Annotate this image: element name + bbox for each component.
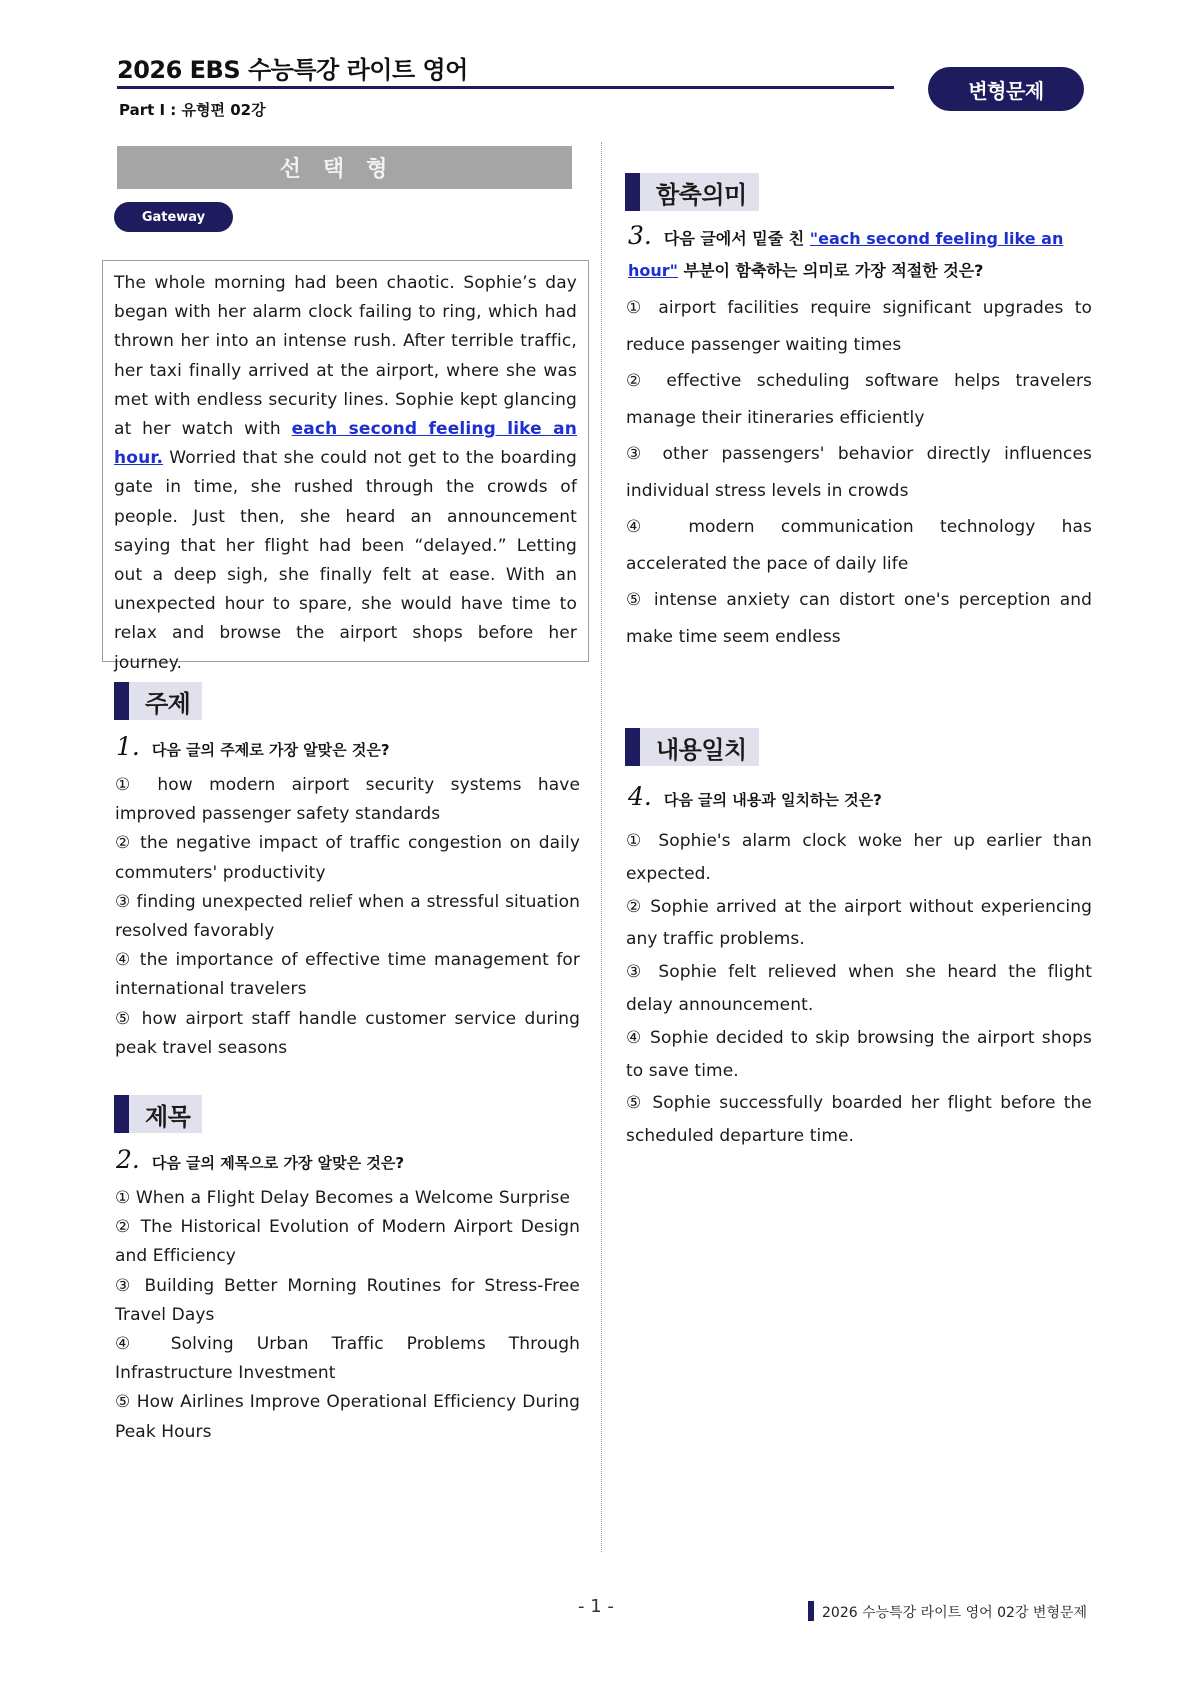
passage-box [102, 260, 589, 673]
options-list-4 [626, 825, 1092, 1153]
question-number: 4. [628, 782, 652, 811]
option-item[interactable]: ④ Sophie decided to skip browsing the airport shops to save time. [626, 1027, 1092, 1081]
selection-type-bar: 선택형 [117, 146, 572, 189]
option-item[interactable]: ⑤ how airport staff handle customer service during peak travel seasons [115, 1008, 580, 1058]
question-3 [628, 220, 1093, 287]
section-header-title [114, 1095, 202, 1133]
option-item[interactable]: ④ modern communication technology has accelerated the pace of daily life [626, 517, 1092, 574]
option-item[interactable]: ① how modern airport security systems have improved passenger safety standards [115, 775, 580, 825]
gateway-badge: Gateway [114, 202, 233, 232]
section-header-topic [114, 682, 202, 720]
question-text: 다음 글의 내용과 일치하는 것은? [663, 791, 882, 809]
question-2 [116, 1145, 404, 1174]
option-item[interactable]: ③ other passengers' behavior directly influences individual stress levels in crowds [626, 444, 1092, 501]
section-marker [625, 728, 640, 766]
section-label: 함축의미 [640, 173, 759, 211]
variant-problem-badge: 변형문제 [928, 67, 1084, 111]
passage-before: The whole morning had been chaotic. Sophie’s day began with her alarm clock failing to ring, which had thrown her into an intense rush. After terrible traffic, her taxi finally arrived at the airport, where she was met with endless security lines. Sophie kept glancing at her watch with [114, 273, 577, 440]
footer-marker [808, 1601, 814, 1621]
title-underline [117, 86, 894, 89]
question-text-before: 다음 글에서 밑줄 친 [663, 229, 810, 248]
section-header-content-match [625, 728, 759, 766]
question-text-after: 부분이 함축하는 의미로 가장 적절한 것은? [678, 261, 984, 280]
options-list-2 [115, 1184, 580, 1447]
passage-underlined-phrase: each second feeling like an hour. [114, 419, 577, 469]
section-label: 제목 [129, 1095, 202, 1133]
section-marker [114, 682, 129, 720]
question-text: 다음 글의 제목으로 가장 알맞은 것은? [151, 1154, 405, 1172]
option-item[interactable]: ⑤ How Airlines Improve Operational Efficiency During Peak Hours [115, 1392, 580, 1442]
question-number: 2. [116, 1145, 140, 1174]
section-label: 주제 [129, 682, 202, 720]
document-subtitle: Part Ⅰ : 유형편 02강 [119, 101, 266, 119]
section-marker [625, 173, 640, 211]
section-label: 내용일치 [640, 728, 759, 766]
question-1 [116, 732, 390, 761]
option-item[interactable]: ③ Building Better Morning Routines for Stress-Free Travel Days [115, 1275, 580, 1325]
document-title: 2026 EBS 수능특강 라이트 영어 [117, 56, 468, 84]
section-header-implication [625, 173, 759, 211]
section-marker [114, 1095, 129, 1133]
options-list-3 [626, 290, 1092, 655]
passage-text [114, 269, 577, 678]
question-underlined-phrase: "each second feeling like an hour" [628, 229, 1064, 280]
option-item[interactable]: ② effective scheduling software helps travelers manage their itineraries efficiently [626, 371, 1092, 428]
option-item[interactable]: ② Sophie arrived at the airport without experiencing any traffic problems. [626, 896, 1092, 950]
option-item[interactable]: ④ Solving Urban Traffic Problems Through Infrastructure Investment [115, 1334, 580, 1384]
option-item[interactable]: ② The Historical Evolution of Modern Airport Design and Efficiency [115, 1217, 580, 1267]
passage-after: Worried that she could not get to the boarding gate in time, she rushed through the crowds of people. Just then, she heard an announcement saying that her flight had been “delayed.” Letting out a deep sigh, she finally felt at ease. With an unexpected hour to spare, she would have time to relax and browse the airport shops before her journey. [114, 448, 577, 673]
option-item[interactable]: ② the negative impact of traffic congestion on daily commuters' productivity [115, 833, 580, 883]
question-4 [628, 782, 882, 811]
question-number: 3. [628, 221, 652, 250]
question-text: 다음 글의 주제로 가장 알맞은 것은? [151, 741, 390, 759]
column-divider [601, 142, 602, 1552]
option-item[interactable]: ⑤ Sophie successfully boarded her flight before the scheduled departure time. [626, 1093, 1092, 1147]
option-item[interactable]: ③ finding unexpected relief when a stressful situation resolved favorably [115, 891, 580, 942]
option-item[interactable]: ① Sophie's alarm clock woke her up earlier than expected. [626, 831, 1092, 884]
options-list-1 [115, 771, 580, 1063]
question-number: 1. [116, 732, 140, 761]
option-item[interactable]: ① airport facilities require significant upgrades to reduce passenger waiting times [626, 298, 1092, 355]
option-item[interactable]: ⑤ intense anxiety can distort one's perception and make time seem endless [626, 590, 1092, 647]
option-item[interactable]: ③ Sophie felt relieved when she heard the flight delay announcement. [626, 962, 1092, 1015]
footer-text: 2026 수능특강 라이트 영어 02강 변형문제 [822, 1605, 1088, 1621]
page-number: - 1 - [578, 1596, 614, 1617]
option-item[interactable]: ④ the importance of effective time management for international travelers [115, 950, 580, 1000]
option-item[interactable]: ① When a Flight Delay Becomes a Welcome Surprise [115, 1188, 571, 1208]
